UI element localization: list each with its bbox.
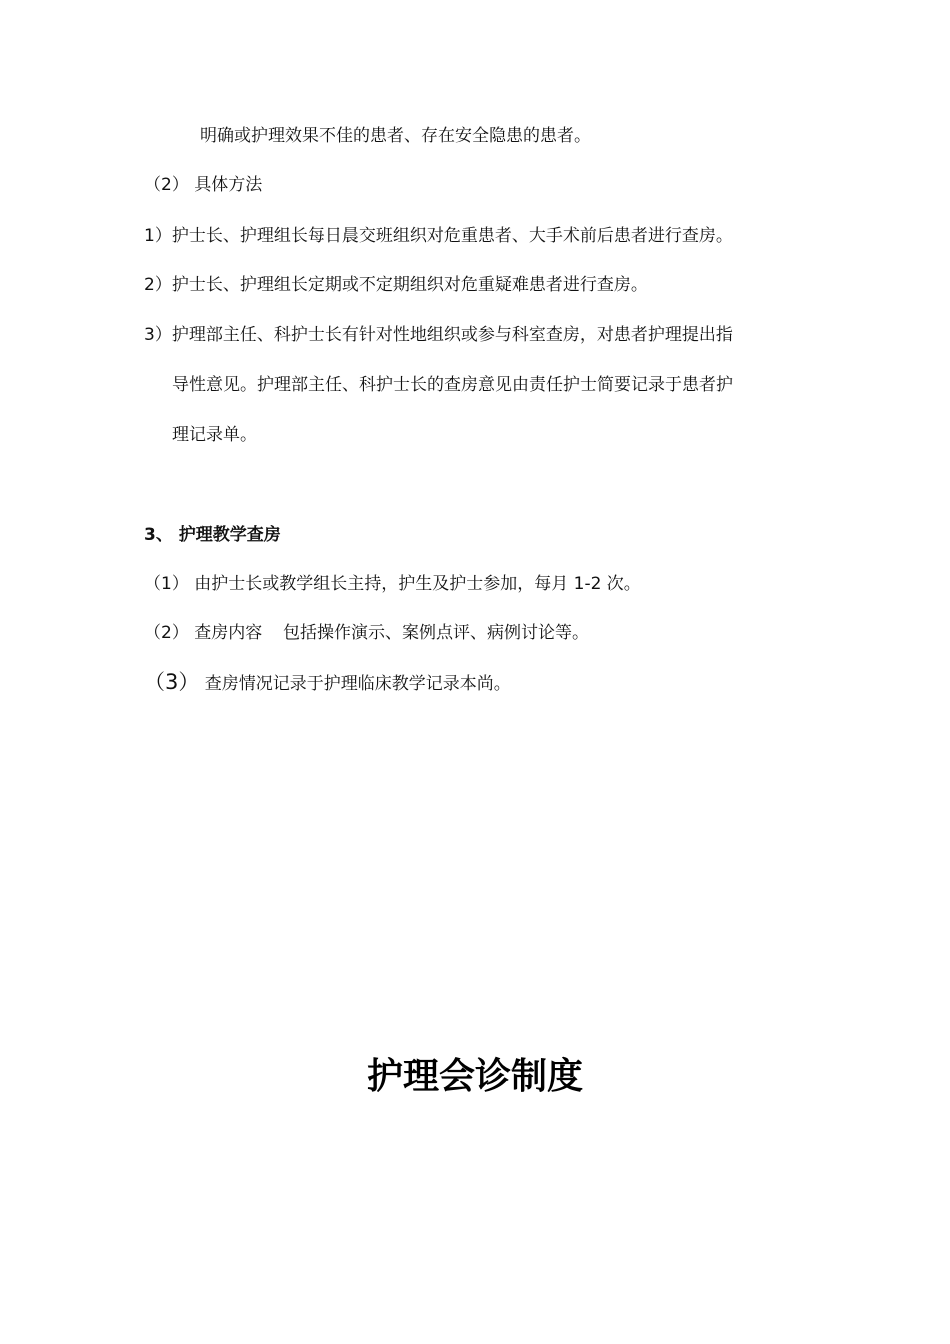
item-number: （2） (144, 623, 189, 643)
text-line-1 (200, 124, 591, 148)
item-text: 由护士长或教学组长主持，护生及护士参加，每月 1-2 次。 (194, 574, 641, 594)
line-text: 导性意见。护理部主任、科护士长的查房意见由责任护士简要记录于患者护 (172, 375, 733, 395)
item-number: （2） (144, 175, 189, 195)
item-number: 3） (144, 325, 172, 345)
section-heading (144, 523, 281, 547)
item-text: 查房内容 (194, 623, 263, 643)
text-line-2 (144, 173, 262, 197)
text-line-5 (144, 323, 733, 347)
section-item-3 (144, 670, 511, 696)
line-text: 理记录单。 (172, 425, 257, 445)
item-number: （3） (144, 670, 200, 694)
section-item-1 (144, 572, 641, 596)
text-line-7 (172, 423, 257, 447)
heading-text: 3、 护理教学查房 (144, 525, 281, 545)
text-line-4 (144, 273, 648, 297)
item-text: 具体方法 (194, 175, 263, 195)
item-number: 1） (144, 226, 172, 246)
item-text: 护理部主任、科护士长有针对性地组织或参与科室查房，对患者护理提出指 (171, 325, 733, 345)
item-text: 包括操作演示、案例点评、病例讨论等。 (283, 623, 590, 643)
item-number: （1） (144, 574, 189, 594)
item-number: 2） (144, 275, 172, 295)
item-text: 护士长、护理组长每日晨交班组织对危重患者、大手术前后患者进行查房。 (171, 226, 733, 246)
section-item-2 (144, 621, 589, 645)
text-line-3 (144, 224, 733, 248)
line-text: 明确或护理效果不佳的患者、存在安全隐患的患者。 (200, 126, 591, 146)
item-text: 查房情况记录于护理临床教学记录本尚。 (204, 674, 511, 694)
item-text: 护士长、护理组长定期或不定期组织对危重疑难患者进行查房。 (171, 275, 648, 295)
text-line-6 (172, 373, 733, 397)
page-title: 护理会诊制度 (366, 1056, 583, 1097)
